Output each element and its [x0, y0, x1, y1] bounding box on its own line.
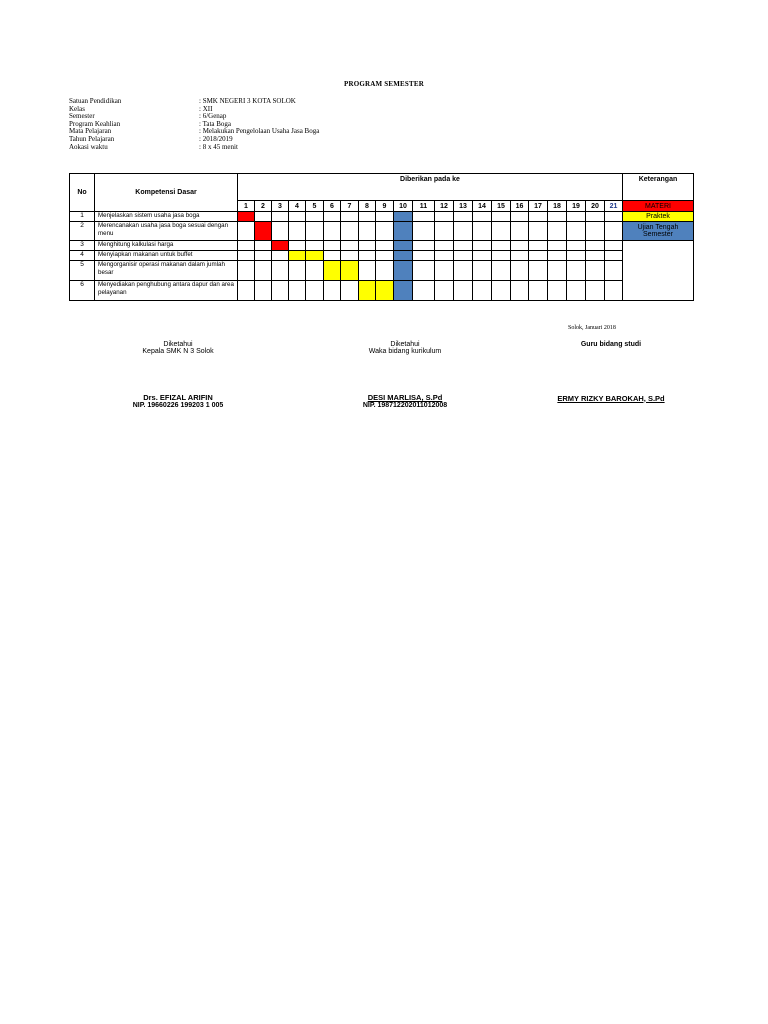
week-cell: [548, 212, 567, 222]
week-header-19: 19: [567, 201, 586, 212]
info-value: : 8 x 45 menit: [199, 142, 238, 151]
week-header-1: 1: [238, 201, 255, 212]
week-cell: [586, 222, 605, 241]
table-row: [70, 281, 694, 301]
identity-block: [69, 98, 399, 151]
week-cell: [454, 261, 473, 281]
week-cell: [413, 212, 435, 222]
week-cell: [359, 222, 376, 241]
sig-curriculum-line1: Diketahui: [390, 341, 420, 348]
week-cell: [413, 261, 435, 281]
week-cell: [473, 212, 492, 222]
week-cell: [511, 222, 529, 241]
week-cell: [454, 251, 473, 261]
page-title: PROGRAM SEMESTER: [343, 80, 424, 88]
week-cell: [394, 241, 413, 251]
legend-empty: [623, 241, 694, 301]
week-cell: [238, 251, 255, 261]
sig-principal-nip: NIP. 19660226 199203 1 005: [132, 402, 224, 409]
week-cell: [341, 212, 359, 222]
week-cell: [605, 251, 623, 261]
week-cell: [272, 222, 289, 241]
week-cell: [359, 261, 376, 281]
week-cell: [492, 212, 511, 222]
week-cell: [511, 261, 529, 281]
week-cell: [435, 222, 454, 241]
week-cell: [586, 251, 605, 261]
legend-uts: Ujian Tengah Semester: [623, 222, 694, 241]
week-cell: [394, 261, 413, 281]
table-row: [70, 241, 694, 251]
week-header-13: 13: [454, 201, 473, 212]
legend-materi: MATERI: [623, 201, 694, 212]
col-header-keterangan: Keterangan: [623, 174, 694, 201]
week-cell: [324, 281, 341, 301]
week-cell: [413, 222, 435, 241]
week-cell: [289, 222, 306, 241]
week-cell: [548, 241, 567, 251]
info-label: Program Keahlian: [69, 119, 121, 128]
week-cell: [413, 281, 435, 301]
week-cell: [289, 212, 306, 222]
week-cell: [473, 261, 492, 281]
table-row: [70, 251, 694, 261]
info-value: : SMK NEGERI 3 KOTA SOLOK: [199, 97, 296, 105]
info-row: [69, 128, 399, 136]
sig-curriculum-line2: Waka bidang kurikulum: [368, 348, 442, 355]
week-cell: [473, 222, 492, 241]
week-cell: [306, 241, 324, 251]
row-number: 2: [70, 222, 95, 241]
week-cell: [272, 251, 289, 261]
info-label: Kelas: [69, 104, 85, 113]
week-cell: [394, 212, 413, 222]
info-value: : 6/Genap: [199, 112, 227, 121]
col-header-no: No: [70, 174, 95, 212]
week-cell: [511, 212, 529, 222]
week-cell: [492, 222, 511, 241]
week-header-14: 14: [473, 201, 492, 212]
week-header-9: 9: [376, 201, 394, 212]
sig-curriculum-name: DESI MARLISA, S.Pd: [367, 393, 443, 402]
week-cell: [289, 241, 306, 251]
week-cell: [255, 212, 272, 222]
week-cell: [272, 241, 289, 251]
info-row: [69, 98, 399, 106]
week-cell: [605, 281, 623, 301]
info-label: Mata Pelajaran: [69, 127, 112, 136]
week-cell: [548, 222, 567, 241]
week-cell: [324, 261, 341, 281]
week-cell: [394, 281, 413, 301]
info-label: Tahun Pelajaran: [69, 134, 115, 143]
info-value: : Melakukan Pengelolaan Usaha Jasa Boga: [199, 127, 320, 136]
signature-principal: [98, 341, 258, 409]
week-cell: [306, 212, 324, 222]
week-header-3: 3: [272, 201, 289, 212]
row-number: 3: [70, 241, 95, 251]
week-cell: [413, 241, 435, 251]
table-row: [70, 212, 694, 222]
week-cell: [238, 241, 255, 251]
row-kompetensi: Menyiapkan makanan untuk buffet: [95, 251, 238, 261]
week-cell: [529, 251, 548, 261]
week-cell: [605, 222, 623, 241]
info-label: Satuan Pendidikan: [69, 97, 122, 105]
week-cell: [548, 281, 567, 301]
week-cell: [511, 241, 529, 251]
week-cell: [586, 212, 605, 222]
week-cell: [605, 212, 623, 222]
week-cell: [605, 261, 623, 281]
week-cell: [376, 251, 394, 261]
info-value: : 2018/2019: [199, 134, 233, 143]
week-header-21: 21: [605, 201, 623, 212]
week-header-18: 18: [548, 201, 567, 212]
week-cell: [238, 222, 255, 241]
row-number: 4: [70, 251, 95, 261]
week-cell: [306, 261, 324, 281]
week-cell: [511, 251, 529, 261]
week-cell: [359, 251, 376, 261]
row-kompetensi: Merencanakan usaha jasa boga sesuai dengan menu: [95, 222, 238, 241]
week-cell: [454, 241, 473, 251]
row-kompetensi: Mengorganisir operasi makanan dalam jumlah besar: [95, 261, 238, 281]
week-cell: [376, 261, 394, 281]
row-number: 1: [70, 212, 95, 222]
week-header-7: 7: [341, 201, 359, 212]
week-cell: [394, 251, 413, 261]
week-header-11: 11: [413, 201, 435, 212]
week-cell: [492, 281, 511, 301]
week-header-2: 2: [255, 201, 272, 212]
week-cell: [255, 281, 272, 301]
week-cell: [567, 281, 586, 301]
week-header-6: 6: [324, 201, 341, 212]
week-header-17: 17: [529, 201, 548, 212]
info-label: Aokasi waktu: [69, 142, 108, 151]
week-cell: [289, 261, 306, 281]
row-number: 5: [70, 261, 95, 281]
week-cell: [586, 241, 605, 251]
week-cell: [289, 281, 306, 301]
week-cell: [306, 281, 324, 301]
week-header-20: 20: [586, 201, 605, 212]
sig-principal-line2: Kepala SMK N 3 Solok: [142, 348, 214, 355]
sig-teacher-name: ERMY RIZKY BAROKAH, S.Pd: [557, 393, 665, 403]
row-kompetensi: Menyediakan penghubung antara dapur dan area pelayanan: [95, 281, 238, 301]
info-row: [69, 106, 399, 114]
week-cell: [341, 222, 359, 241]
row-kompetensi: Menjelaskan sistem usaha jasa boga: [95, 212, 238, 222]
week-cell: [376, 241, 394, 251]
sig-teacher-line1: Guru bidang studi: [580, 341, 642, 348]
info-value: : XII: [199, 104, 213, 113]
week-cell: [567, 261, 586, 281]
week-cell: [238, 261, 255, 281]
week-header-4: 4: [289, 201, 306, 212]
week-cell: [238, 281, 255, 301]
week-cell: [272, 281, 289, 301]
week-cell: [529, 212, 548, 222]
week-cell: [324, 212, 341, 222]
week-cell: [255, 222, 272, 241]
week-cell: [548, 261, 567, 281]
week-cell: [324, 222, 341, 241]
week-cell: [473, 251, 492, 261]
week-cell: [435, 241, 454, 251]
week-header-16: 16: [511, 201, 529, 212]
week-cell: [376, 212, 394, 222]
sig-principal-name: Drs. EFIZAL ARIFIN: [143, 393, 213, 402]
col-header-weeks: Diberikan pada ke: [238, 174, 623, 201]
week-header-15: 15: [492, 201, 511, 212]
week-cell: [255, 241, 272, 251]
week-header-8: 8: [359, 201, 376, 212]
week-cell: [435, 251, 454, 261]
week-cell: [306, 251, 324, 261]
week-cell: [255, 251, 272, 261]
week-cell: [341, 251, 359, 261]
week-cell: [394, 222, 413, 241]
week-cell: [376, 281, 394, 301]
sig-curriculum-nip: NIP. 198712202011012008: [362, 402, 448, 409]
week-cell: [492, 241, 511, 251]
week-cell: [359, 241, 376, 251]
week-cell: [586, 281, 605, 301]
week-cell: [435, 281, 454, 301]
table-row: [70, 222, 694, 241]
week-cell: [454, 212, 473, 222]
week-header-10: 10: [394, 201, 413, 212]
week-cell: [473, 281, 492, 301]
week-cell: [492, 261, 511, 281]
week-cell: [605, 241, 623, 251]
week-cell: [454, 222, 473, 241]
week-cell: [586, 261, 605, 281]
sig-principal-line1: Diketahui: [163, 341, 193, 348]
week-cell: [376, 222, 394, 241]
col-header-kompetensi: Kompetensi Dasar: [95, 174, 238, 212]
week-cell: [548, 251, 567, 261]
week-cell: [454, 281, 473, 301]
week-cell: [435, 212, 454, 222]
info-value: : Tata Boga: [199, 119, 232, 128]
info-label: Semester: [69, 112, 95, 121]
week-cell: [435, 261, 454, 281]
week-header-12: 12: [435, 201, 454, 212]
week-cell: [511, 281, 529, 301]
week-cell: [473, 241, 492, 251]
legend-praktek: Praktek: [623, 212, 694, 222]
schedule-table: [69, 173, 694, 301]
week-cell: [289, 251, 306, 261]
signature-teacher: [531, 341, 691, 403]
week-cell: [324, 241, 341, 251]
week-cell: [306, 222, 324, 241]
week-cell: [359, 281, 376, 301]
week-cell: [567, 222, 586, 241]
week-cell: [529, 261, 548, 281]
week-cell: [255, 261, 272, 281]
info-row: [69, 144, 399, 152]
row-kompetensi: Menghitung kalkulasi harga: [95, 241, 238, 251]
week-cell: [324, 251, 341, 261]
week-cell: [567, 241, 586, 251]
week-cell: [272, 212, 289, 222]
week-cell: [529, 241, 548, 251]
week-cell: [567, 212, 586, 222]
row-number: 6: [70, 281, 95, 301]
week-header-5: 5: [306, 201, 324, 212]
signature-curriculum: [325, 341, 485, 409]
week-cell: [341, 261, 359, 281]
week-cell: [272, 261, 289, 281]
place-date: Solok, Januari 2018: [568, 325, 616, 331]
table-row: [70, 261, 694, 281]
week-cell: [341, 281, 359, 301]
week-cell: [567, 251, 586, 261]
week-cell: [529, 222, 548, 241]
week-cell: [359, 212, 376, 222]
week-cell: [413, 251, 435, 261]
week-cell: [529, 281, 548, 301]
week-cell: [492, 251, 511, 261]
week-cell: [238, 212, 255, 222]
week-cell: [341, 241, 359, 251]
